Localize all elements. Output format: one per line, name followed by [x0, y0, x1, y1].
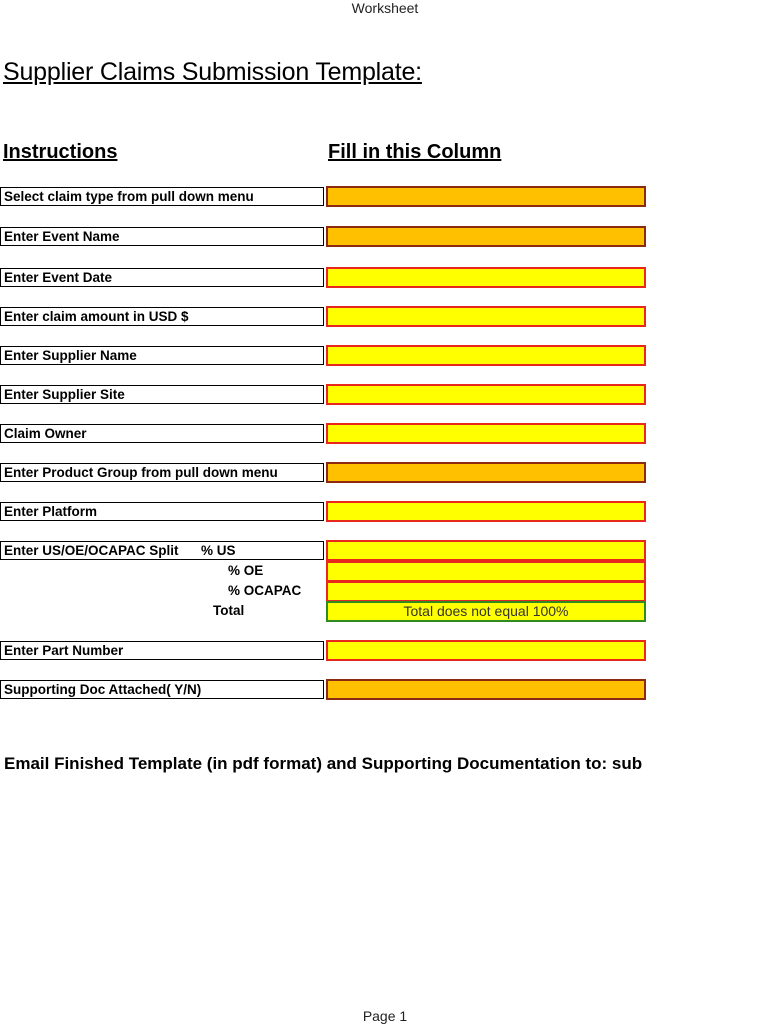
- supporting-doc-label: Supporting Doc Attached( Y/N): [0, 680, 324, 699]
- email-instruction: Email Finished Template (in pdf format) and Supporting Documentation to: sub: [4, 754, 643, 773]
- claim-type-dropdown[interactable]: [326, 186, 646, 207]
- split-label-text: Enter US/OE/OCAPAC Split: [4, 543, 179, 558]
- split-ocapac-field[interactable]: [326, 581, 646, 602]
- supporting-doc-dropdown[interactable]: [326, 679, 646, 700]
- part-number-field[interactable]: [326, 640, 646, 661]
- supplier-name-field[interactable]: [326, 345, 646, 366]
- split-oe-field[interactable]: [326, 561, 646, 582]
- product-group-label: Enter Product Group from pull down menu: [0, 463, 324, 482]
- platform-label: Enter Platform: [0, 502, 324, 521]
- split-us-field[interactable]: [326, 540, 646, 561]
- event-name-dropdown[interactable]: [326, 226, 646, 247]
- split-total-field: Total does not equal 100%: [326, 601, 646, 622]
- supplier-site-field[interactable]: [326, 384, 646, 405]
- claim-type-label: Select claim type from pull down menu: [0, 187, 324, 206]
- split-us-label: % US: [201, 543, 236, 558]
- supplier-site-label: Enter Supplier Site: [0, 385, 324, 404]
- instructions-heading: Instructions: [3, 141, 118, 163]
- product-group-dropdown[interactable]: [326, 462, 646, 483]
- form-title: Supplier Claims Submission Template:: [3, 58, 422, 86]
- split-total-label: Total: [213, 603, 245, 618]
- part-number-label: Enter Part Number: [0, 641, 324, 660]
- split-label: [0, 541, 324, 560]
- event-date-field[interactable]: [326, 267, 646, 288]
- page-footer: Page 1: [362, 1008, 408, 1024]
- supplier-name-label: Enter Supplier Name: [0, 346, 324, 365]
- split-oe-label: % OE: [228, 563, 264, 578]
- event-name-label: Enter Event Name: [0, 227, 324, 246]
- claim-owner-label: Claim Owner: [0, 424, 324, 443]
- claim-owner-field[interactable]: [326, 423, 646, 444]
- claim-amount-field[interactable]: [326, 306, 646, 327]
- page-header: Worksheet: [351, 0, 419, 16]
- event-date-label: Enter Event Date: [0, 268, 324, 287]
- platform-field[interactable]: [326, 501, 646, 522]
- fill-column-heading: Fill in this Column: [328, 141, 502, 163]
- claim-amount-label: Enter claim amount in USD $: [0, 307, 324, 326]
- split-ocapac-label: % OCAPAC: [228, 583, 302, 598]
